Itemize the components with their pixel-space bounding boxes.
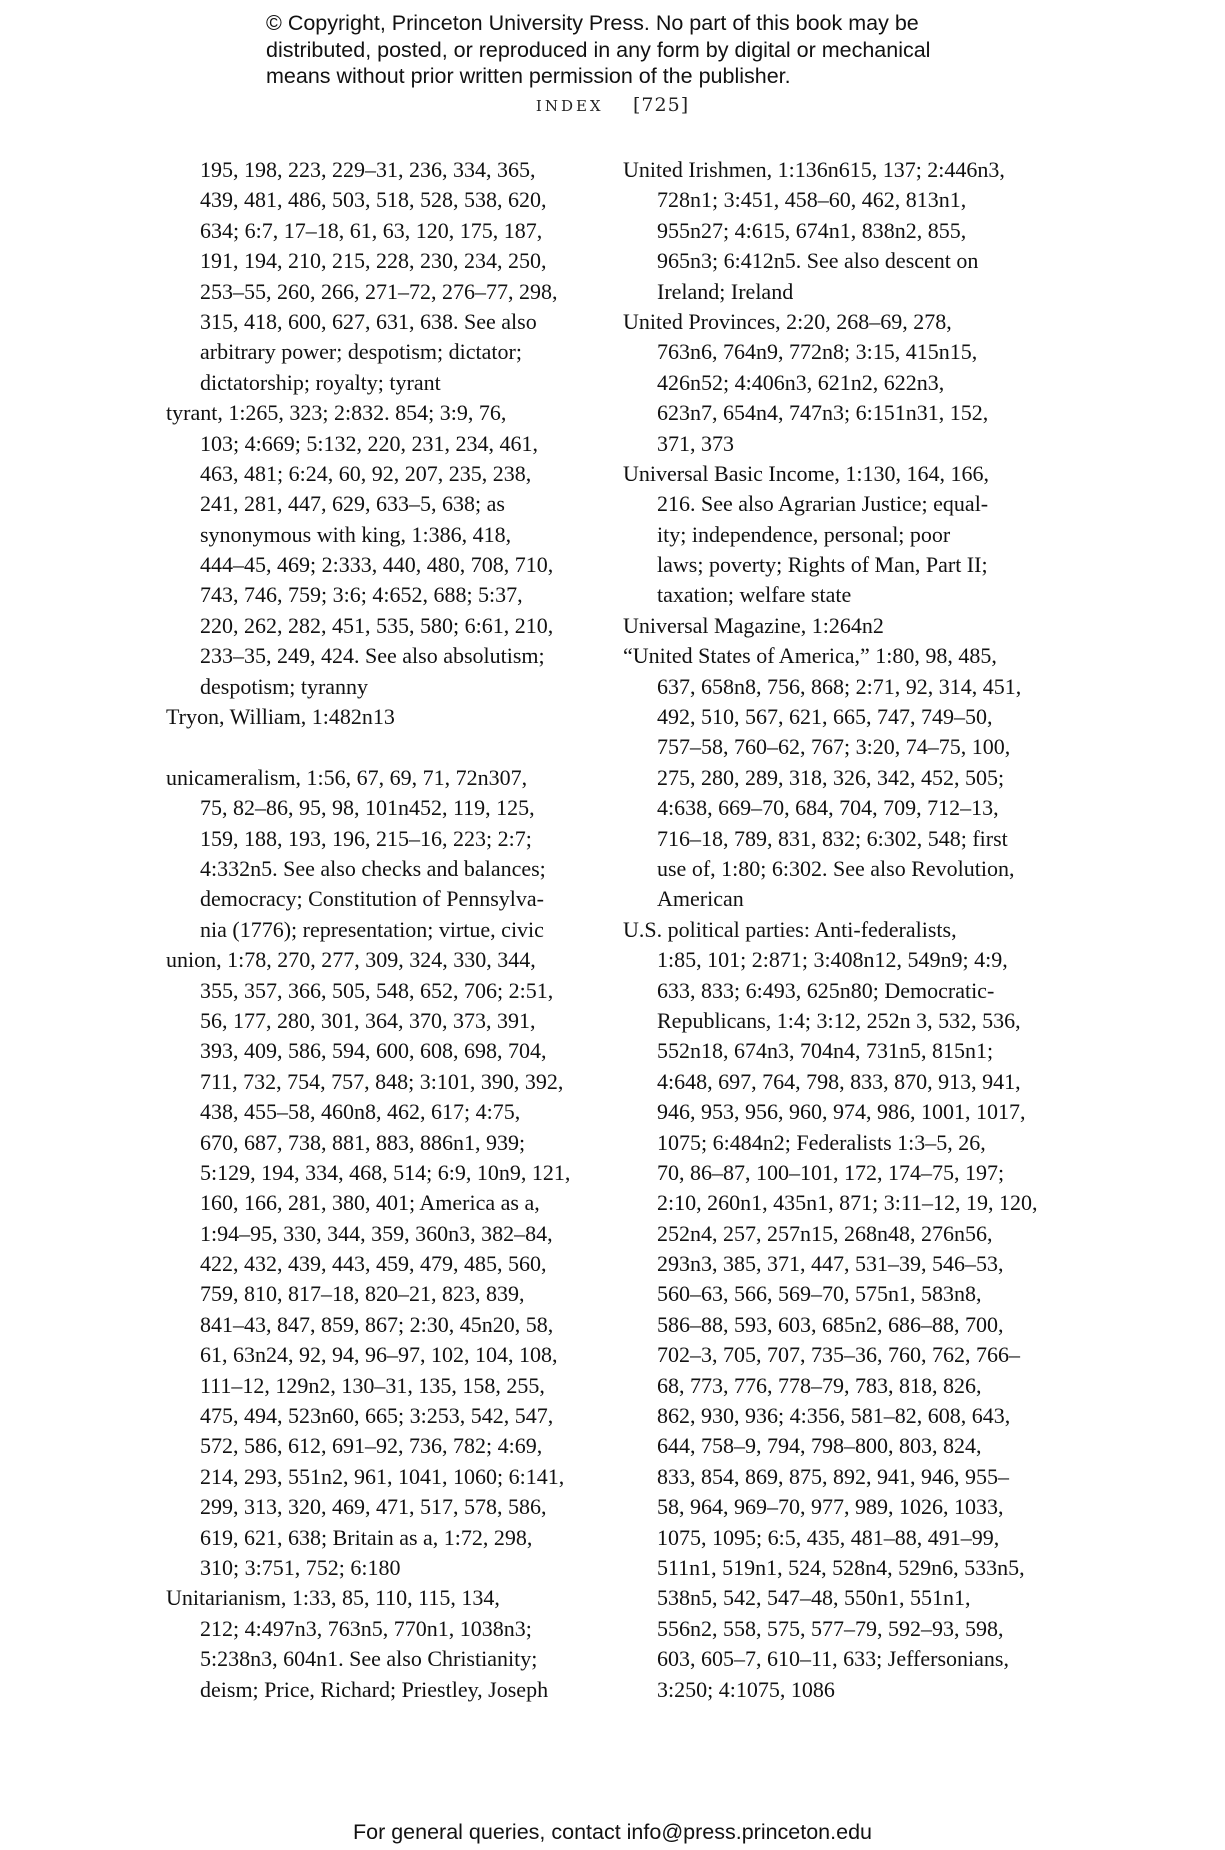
index-line-continuation: 253–55, 260, 266, 271–72, 276–77, 298,: [200, 278, 558, 304]
index-line-continuation: 3:250; 4:1075, 1086: [657, 1676, 835, 1702]
copyright-line: © Copyright, Princeton University Press. No part of this book may be: [266, 11, 919, 35]
index-line-continuation: 619, 621, 638; Britain as a, 1:72, 298,: [200, 1524, 533, 1550]
index-line-continuation: 833, 854, 869, 875, 892, 941, 946, 955–: [657, 1463, 1009, 1489]
index-column-right: [623, 155, 1038, 1705]
index-line-continuation: 58, 964, 969–70, 977, 989, 1026, 1033,: [657, 1494, 1004, 1520]
index-line-continuation: 759, 810, 817–18, 820–21, 823, 839,: [200, 1281, 525, 1307]
index-line-continuation: 711, 732, 754, 757, 848; 3:101, 390, 392,: [200, 1068, 564, 1094]
index-line-continuation: 220, 262, 282, 451, 535, 580; 6:61, 210,: [200, 612, 554, 638]
index-line-continuation: 371, 373: [657, 430, 734, 456]
index-line-continuation: Republicans, 1:4; 3:12, 252n 3, 532, 536,: [657, 1007, 1021, 1033]
index-line-continuation: 634; 6:7, 17–18, 61, 63, 120, 175, 187,: [200, 217, 543, 243]
index-line-continuation: taxation; welfare state: [657, 582, 852, 608]
index-line-continuation: 252n4, 257, 257n15, 268n48, 276n56,: [657, 1220, 993, 1246]
running-head-label: INDEX: [535, 97, 604, 115]
index-line-continuation: 862, 930, 936; 4:356, 581–82, 608, 643,: [657, 1403, 1011, 1429]
copyright-notice: [266, 10, 1006, 90]
index-entry-line: tyrant, 1:265, 323; 2:832. 854; 3:9, 76,: [166, 400, 507, 426]
copyright-line: means without prior written permission of the publisher.: [266, 64, 791, 88]
index-line-continuation: 586–88, 593, 603, 685n2, 686–88, 700,: [657, 1311, 1004, 1337]
index-line-continuation: 393, 409, 586, 594, 600, 608, 698, 704,: [200, 1038, 547, 1064]
index-column-left: [166, 155, 576, 1705]
index-line-continuation: 511n1, 519n1, 524, 528n4, 529n6, 533n5,: [657, 1554, 1025, 1580]
index-line-continuation: 275, 280, 289, 318, 326, 342, 452, 505;: [657, 764, 1005, 790]
index-line-continuation: 1:94–95, 330, 344, 359, 360n3, 382–84,: [200, 1220, 553, 1246]
index-entry-line: Unitarianism, 1:33, 85, 110, 115, 134,: [166, 1585, 500, 1611]
index-line-continuation: 556n2, 558, 575, 577–79, 592–93, 598,: [657, 1615, 1004, 1641]
index-line-continuation: 463, 481; 6:24, 60, 92, 207, 235, 238,: [200, 460, 532, 486]
index-line-continuation: 422, 432, 439, 443, 459, 479, 485, 560,: [200, 1251, 547, 1277]
index-line-continuation: 438, 455–58, 460n8, 462, 617; 4:75,: [200, 1099, 521, 1125]
index-line-continuation: 75, 82–86, 95, 98, 101n452, 119, 125,: [200, 795, 535, 821]
index-line-continuation: 637, 658n8, 756, 868; 2:71, 92, 314, 451,: [657, 673, 1022, 699]
index-line-continuation: 233–35, 249, 424. See also absolutism;: [200, 643, 545, 669]
index-line-continuation: 5:238n3, 604n1. See also Christianity;: [200, 1646, 538, 1672]
index-entry-line: [166, 732, 576, 762]
index-line-continuation: 191, 194, 210, 215, 228, 230, 234, 250,: [200, 248, 547, 274]
index-line-continuation: 763n6, 764n9, 772n8; 3:15, 415n15,: [657, 339, 978, 365]
index-line-continuation: 212; 4:497n3, 763n5, 770n1, 1038n3;: [200, 1615, 532, 1641]
index-entry-line: unicameralism, 1:56, 67, 69, 71, 72n307,: [166, 764, 528, 790]
index-line-continuation: 743, 746, 759; 3:6; 4:652, 688; 5:37,: [200, 582, 523, 608]
index-line-continuation: 160, 166, 281, 380, 401; America as a,: [200, 1190, 540, 1216]
index-line-continuation: 310; 3:751, 752; 6:180: [200, 1554, 401, 1580]
index-line-continuation: 2:10, 260n1, 435n1, 871; 3:11–12, 19, 120,: [657, 1190, 1038, 1216]
index-line-continuation: 4:648, 697, 764, 798, 833, 870, 913, 941,: [657, 1068, 1021, 1094]
index-line-continuation: 728n1; 3:451, 458–60, 462, 813n1,: [657, 187, 967, 213]
index-line-continuation: 159, 188, 193, 196, 215–16, 223; 2:7;: [200, 825, 532, 851]
index-line-continuation: synonymous with king, 1:386, 418,: [200, 521, 512, 547]
index-line-continuation: deism; Price, Richard; Priestley, Joseph: [200, 1676, 549, 1702]
index-line-continuation: 702–3, 705, 707, 735–36, 760, 762, 766–: [657, 1342, 1020, 1368]
index-line-continuation: 315, 418, 600, 627, 631, 638. See also: [200, 308, 537, 334]
index-line-continuation: 1075, 1095; 6:5, 435, 481–88, 491–99,: [657, 1524, 1000, 1550]
copyright-line: distributed, posted, or reproduced in any form by digital or mechanical: [266, 37, 931, 62]
footer-contact: For general queries, contact info@press.princeton.edu: [352, 1820, 872, 1844]
index-line-continuation: use of, 1:80; 6:302. See also Revolution,: [657, 855, 1015, 881]
index-entry-line: union, 1:78, 270, 277, 309, 324, 330, 344,: [166, 947, 536, 973]
index-line-continuation: 216. See also Agrarian Justice; equal-: [657, 491, 989, 517]
index-line-continuation: 293n3, 385, 371, 447, 531–39, 546–53,: [657, 1251, 1004, 1277]
index-line-continuation: 103; 4:669; 5:132, 220, 231, 234, 461,: [200, 430, 538, 456]
index-line-continuation: 946, 953, 956, 960, 974, 986, 1001, 1017,: [657, 1099, 1026, 1125]
index-line-continuation: 214, 293, 551n2, 961, 1041, 1060; 6:141,: [200, 1463, 565, 1489]
index-line-continuation: 644, 758–9, 794, 798–800, 803, 824,: [657, 1433, 982, 1459]
index-line-continuation: 1:85, 101; 2:871; 3:408n12, 549n9; 4:9,: [657, 947, 1008, 973]
index-entry-line: Universal Magazine, 1:264n2: [623, 612, 884, 638]
index-line-continuation: dictatorship; royalty; tyrant: [200, 369, 441, 395]
index-line-continuation: 716–18, 789, 831, 832; 6:302, 548; first: [657, 825, 1008, 851]
index-line-continuation: 475, 494, 523n60, 665; 3:253, 542, 547,: [200, 1403, 554, 1429]
index-line-continuation: 4:332n5. See also checks and balances;: [200, 855, 546, 881]
index-line-continuation: American: [657, 886, 744, 912]
index-entry-line: United Provinces, 2:20, 268–69, 278,: [623, 308, 952, 334]
index-line-continuation: 538n5, 542, 547–48, 550n1, 551n1,: [657, 1585, 971, 1611]
index-line-continuation: nia (1776); representation; virtue, civic: [200, 916, 544, 942]
index-line-continuation: despotism; tyranny: [200, 673, 369, 699]
index-line-continuation: 492, 510, 567, 621, 665, 747, 749–50,: [657, 704, 993, 730]
index-entry-line: United Irishmen, 1:136n615, 137; 2:446n3,: [623, 157, 1005, 182]
index-line-continuation: 1075; 6:484n2; Federalists 1:3–5, 26,: [657, 1129, 986, 1155]
index-line-continuation: 552n18, 674n3, 704n4, 731n5, 815n1;: [657, 1038, 994, 1064]
index-entry-line: U.S. political parties: Anti-federalists,: [623, 916, 957, 942]
index-line-continuation: 757–58, 760–62, 767; 3:20, 74–75, 100,: [657, 734, 1011, 760]
index-line-continuation: 955n27; 4:615, 674n1, 838n2, 855,: [657, 217, 967, 243]
index-line-continuation: arbitrary power; despotism; dictator;: [200, 339, 522, 365]
index-line-continuation: 195, 198, 223, 229–31, 236, 334, 365,: [200, 157, 536, 182]
index-line-continuation: 965n3; 6:412n5. See also descent on: [657, 248, 979, 274]
page-number: [725]: [633, 94, 690, 116]
index-line-continuation: 70, 86–87, 100–101, 172, 174–75, 197;: [657, 1159, 1005, 1185]
index-line-continuation: 61, 63n24, 92, 94, 96–97, 102, 104, 108,: [200, 1342, 558, 1368]
index-line-continuation: 560–63, 566, 569–70, 575n1, 583n8,: [657, 1281, 982, 1307]
index-line-continuation: 841–43, 847, 859, 867; 2:30, 45n20, 58,: [200, 1311, 554, 1337]
index-line-continuation: 299, 313, 320, 469, 471, 517, 578, 586,: [200, 1494, 547, 1520]
index-entry-line: “United States of America,” 1:80, 98, 485,: [623, 643, 997, 669]
index-line-continuation: 670, 687, 738, 881, 883, 886n1, 939;: [200, 1129, 526, 1155]
index-line-continuation: 355, 357, 366, 505, 548, 652, 706; 2:51,: [200, 977, 554, 1003]
index-line-continuation: ity; independence, personal; poor: [657, 521, 951, 547]
index-line-continuation: 439, 481, 486, 503, 518, 528, 538, 620,: [200, 187, 547, 213]
index-line-continuation: 603, 605–7, 610–11, 633; Jeffersonians,: [657, 1646, 1009, 1672]
index-line-continuation: 111–12, 129n2, 130–31, 135, 158, 255,: [200, 1372, 545, 1398]
index-line-continuation: 623n7, 654n4, 747n3; 6:151n31, 152,: [657, 400, 989, 426]
index-line-continuation: 4:638, 669–70, 684, 704, 709, 712–13,: [657, 795, 999, 821]
index-entry-line: Universal Basic Income, 1:130, 164, 166,: [623, 460, 989, 486]
index-line-continuation: 68, 773, 776, 778–79, 783, 818, 826,: [657, 1372, 982, 1398]
index-line-continuation: 633, 833; 6:493, 625n80; Democratic-: [657, 977, 995, 1003]
index-line-continuation: 241, 281, 447, 629, 633–5, 638; as: [200, 491, 505, 517]
index-line-continuation: 444–45, 469; 2:333, 440, 480, 708, 710,: [200, 552, 554, 578]
running-head: [0, 94, 1225, 116]
index-line-continuation: 5:129, 194, 334, 468, 514; 6:9, 10n9, 121,: [200, 1159, 571, 1185]
index-line-continuation: democracy; Constitution of Pennsylva-: [200, 886, 544, 912]
index-line-continuation: 426n52; 4:406n3, 621n2, 622n3,: [657, 369, 945, 395]
index-line-continuation: Ireland; Ireland: [657, 278, 794, 304]
index-line-continuation: laws; poverty; Rights of Man, Part II;: [657, 552, 988, 578]
index-line-continuation: 56, 177, 280, 301, 364, 370, 373, 391,: [200, 1007, 536, 1033]
index-line-continuation: 572, 586, 612, 691–92, 736, 782; 4:69,: [200, 1433, 543, 1459]
index-entry-line: Tryon, William, 1:482n13: [166, 704, 395, 730]
